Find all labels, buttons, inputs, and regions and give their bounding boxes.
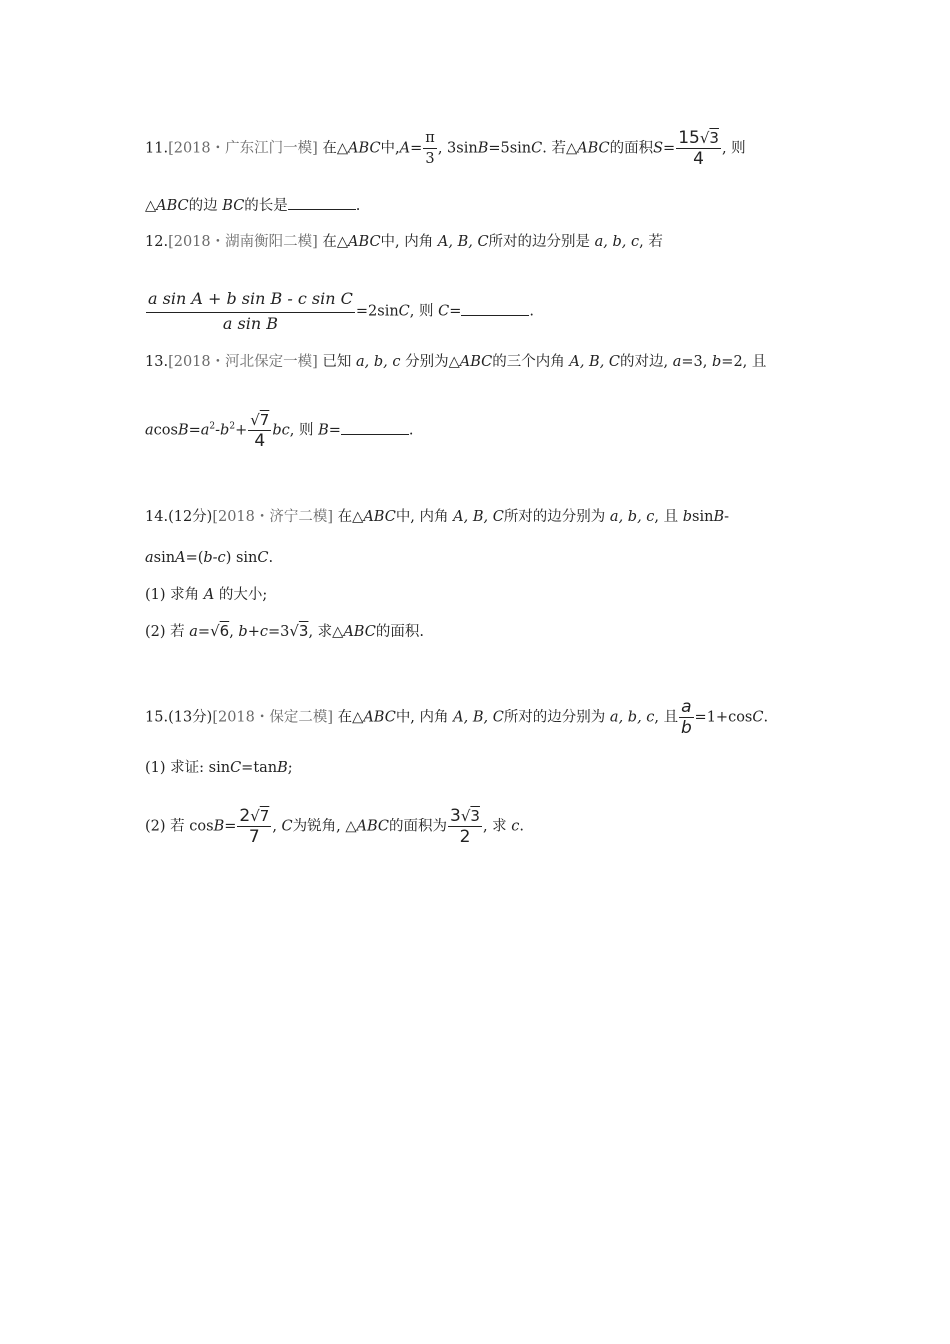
sqrt-symbol: √3 <box>460 807 480 825</box>
fraction-expression <box>146 288 355 335</box>
text: 所对的边分别是 <box>488 234 591 250</box>
text: (2) 若 <box>145 624 185 640</box>
problem-source: [2018・保定二模] <box>212 709 334 726</box>
var: ABC <box>348 140 381 157</box>
text: , 则 <box>409 303 434 320</box>
text: 分别为△ <box>405 354 460 370</box>
var: B=a <box>177 422 210 439</box>
text: , <box>229 624 234 640</box>
problem-14-line-2 <box>145 548 820 568</box>
text: sin <box>692 509 714 525</box>
problem-11-line-2 <box>145 195 820 216</box>
var: a, b, c <box>356 354 401 370</box>
var: b <box>712 354 722 370</box>
var: C <box>752 709 764 726</box>
text: . <box>529 303 534 320</box>
var: a <box>145 550 154 566</box>
text: 的面积 <box>609 140 654 157</box>
text: sin <box>153 550 176 566</box>
var: C <box>257 550 269 566</box>
fraction-numerator <box>237 806 271 827</box>
var: B <box>277 760 288 776</box>
text: , 且 <box>654 509 679 525</box>
text: 的对边, <box>620 354 669 370</box>
text: . 若△ <box>542 140 578 157</box>
var: B <box>213 818 225 835</box>
var: C <box>230 760 242 776</box>
text: , 则 <box>721 140 746 157</box>
text: - <box>724 509 730 525</box>
fraction-sqrt7-over-4 <box>248 410 271 451</box>
text: 在△ <box>337 709 364 726</box>
var: B= <box>318 422 341 439</box>
text: 的边 <box>188 198 218 214</box>
text: 在△ <box>322 234 349 250</box>
text: =1+cos <box>694 709 753 726</box>
exponent: 2 <box>209 421 216 432</box>
var: a, b, c <box>594 234 640 250</box>
problem-score: (13分) <box>168 709 213 726</box>
coefficient: 2 <box>239 806 251 826</box>
text: 的三个内角 <box>492 354 565 370</box>
var: a <box>672 354 682 370</box>
radicand: 7 <box>259 411 270 429</box>
fraction-numerator <box>448 806 482 827</box>
var: a, b, c <box>609 709 655 726</box>
fraction-denominator: a sin B <box>222 314 278 333</box>
var: b+c <box>238 624 268 640</box>
text: =( <box>185 550 204 566</box>
coefficient: 3 <box>450 806 461 826</box>
answer-blank[interactable] <box>461 301 529 316</box>
problem-14-question-1 <box>145 585 820 605</box>
var: c <box>511 818 520 835</box>
text: 已知 <box>322 354 352 370</box>
text: (1) 求证: sin <box>145 760 231 776</box>
text: . <box>408 422 414 439</box>
text: =2sin <box>355 303 399 320</box>
var: C <box>281 818 293 835</box>
text: , 若 <box>639 234 663 250</box>
var: a <box>189 624 198 640</box>
fraction-denominator: 7 <box>248 827 260 847</box>
fraction-numerator: a <box>681 697 692 717</box>
answer-blank[interactable] <box>288 195 356 210</box>
var: A, B, C <box>437 234 489 250</box>
var: ABC <box>343 624 376 640</box>
radicand: 3 <box>470 807 480 825</box>
fraction-numerator <box>676 128 721 149</box>
fraction-numerator: π <box>423 128 437 149</box>
text: ) sin <box>225 550 258 566</box>
text: 在△ <box>337 509 364 525</box>
text: (1) 求角 <box>145 587 200 603</box>
text: , 求△ <box>308 624 344 640</box>
var: A, B, C <box>569 354 621 370</box>
var: B <box>713 509 725 525</box>
problem-source: [2018・广东江门一模] <box>168 140 318 157</box>
var: BC <box>222 198 245 214</box>
text: , <box>272 818 277 835</box>
fraction-numerator: a sin A + b sin B - c sin C <box>146 288 355 313</box>
problem-15-question-2 <box>145 806 820 847</box>
text: 所对的边分别为 <box>503 509 606 525</box>
coefficient: 15 <box>678 128 700 148</box>
problem-source: [2018・济宁二模] <box>212 509 334 525</box>
text: =3, <box>681 354 708 370</box>
problem-number: 15. <box>145 709 169 726</box>
fraction-denominator: 4 <box>254 431 266 451</box>
problem-14-question-2 <box>145 621 820 642</box>
var: B <box>477 140 489 157</box>
var: ABC <box>356 818 390 835</box>
var: ABC <box>348 234 381 250</box>
text: + <box>235 422 248 439</box>
radicand: 3 <box>298 622 309 640</box>
var: S= <box>653 140 676 157</box>
fraction-a-over-b <box>679 697 693 738</box>
fraction-2sqrt7-over-7 <box>237 806 271 847</box>
text: . <box>355 198 361 214</box>
var: a, b, c <box>609 509 655 525</box>
text: =5sin <box>488 140 532 157</box>
exponent: 2 <box>229 421 236 432</box>
problem-number: 14. <box>145 509 169 525</box>
var: ABC <box>459 354 493 370</box>
sqrt-symbol: √7 <box>250 807 270 825</box>
var: ABC <box>577 140 610 157</box>
var: b <box>682 509 693 525</box>
text: 中, 内角 <box>380 234 434 250</box>
var: -b <box>215 422 230 439</box>
text: 所对的边分别为 <box>503 709 606 726</box>
text: 的大小; <box>218 587 268 603</box>
answer-blank[interactable] <box>341 420 409 435</box>
var: ABC <box>156 198 189 214</box>
var: A <box>203 587 215 603</box>
sqrt-symbol: √7 <box>250 411 270 429</box>
fraction-denominator: 4 <box>693 149 704 169</box>
text: =tan <box>241 760 278 776</box>
text: , 则 <box>289 422 314 439</box>
problem-14-line-1 <box>145 507 820 527</box>
var: ABC <box>363 709 396 726</box>
problem-score: (12分) <box>168 509 213 525</box>
sqrt-symbol: √3 <box>289 622 309 640</box>
fraction-pi-over-3 <box>423 128 437 169</box>
var: C <box>398 303 410 320</box>
text: 中, 内角 <box>395 709 449 726</box>
text: cos <box>153 422 178 439</box>
fraction-denominator: 3 <box>425 151 435 167</box>
var: C <box>531 140 543 157</box>
text: , 求 <box>482 818 507 835</box>
text: , 且 <box>654 709 679 726</box>
radicand: 7 <box>259 807 270 825</box>
fraction-denominator: 2 <box>459 827 471 847</box>
text: 在△ <box>322 140 349 157</box>
var: A, B, C <box>453 509 504 525</box>
var: A <box>175 550 186 566</box>
problem-number: 11. <box>145 140 169 157</box>
fraction-denominator: b <box>680 718 692 738</box>
var: A= <box>399 140 423 157</box>
problem-13-line-1 <box>145 352 820 372</box>
problem-12-line-1 <box>145 232 820 252</box>
text: 的面积. <box>375 624 424 640</box>
text: =3 <box>267 624 290 640</box>
text: . <box>763 709 769 726</box>
problem-number: 13. <box>145 354 169 370</box>
radicand: 6 <box>219 622 230 640</box>
text: = <box>197 624 211 640</box>
text: 的面积为 <box>389 818 448 835</box>
text: . <box>268 550 274 566</box>
text: △ <box>145 198 157 214</box>
var: C= <box>438 303 462 320</box>
var: a <box>145 422 154 439</box>
problem-15-line-1 <box>145 697 820 738</box>
text: ; <box>287 760 293 776</box>
text: . <box>519 818 525 835</box>
problem-12-line-2 <box>145 288 820 335</box>
sqrt-symbol: √3 <box>699 129 719 147</box>
problem-number: 12. <box>145 234 169 250</box>
var: bc <box>272 422 290 439</box>
problem-source: [2018・河北保定一模] <box>168 354 318 370</box>
problem-source: [2018・湖南衡阳二模] <box>168 234 318 250</box>
text: = <box>224 818 237 835</box>
text: 为锐角, △ <box>292 818 357 835</box>
problem-11-line-1 <box>145 128 820 169</box>
problem-15-question-1 <box>145 758 820 778</box>
text: (2) 若 cos <box>145 818 214 835</box>
problem-13-line-2 <box>145 410 820 451</box>
fraction-area <box>676 128 721 169</box>
var: A, B, C <box>453 709 504 726</box>
text: , 3sin <box>437 140 478 157</box>
sqrt-symbol: √6 <box>210 622 230 640</box>
text: =2, 且 <box>721 354 767 370</box>
var: b-c <box>203 550 226 566</box>
var: ABC <box>363 509 396 525</box>
radicand: 3 <box>709 129 719 147</box>
text: 中, <box>380 140 400 157</box>
fraction-numerator <box>248 410 271 431</box>
text: 的长是 <box>244 198 288 214</box>
text: 中, 内角 <box>395 509 449 525</box>
fraction-3sqrt3-over-2 <box>448 806 482 847</box>
